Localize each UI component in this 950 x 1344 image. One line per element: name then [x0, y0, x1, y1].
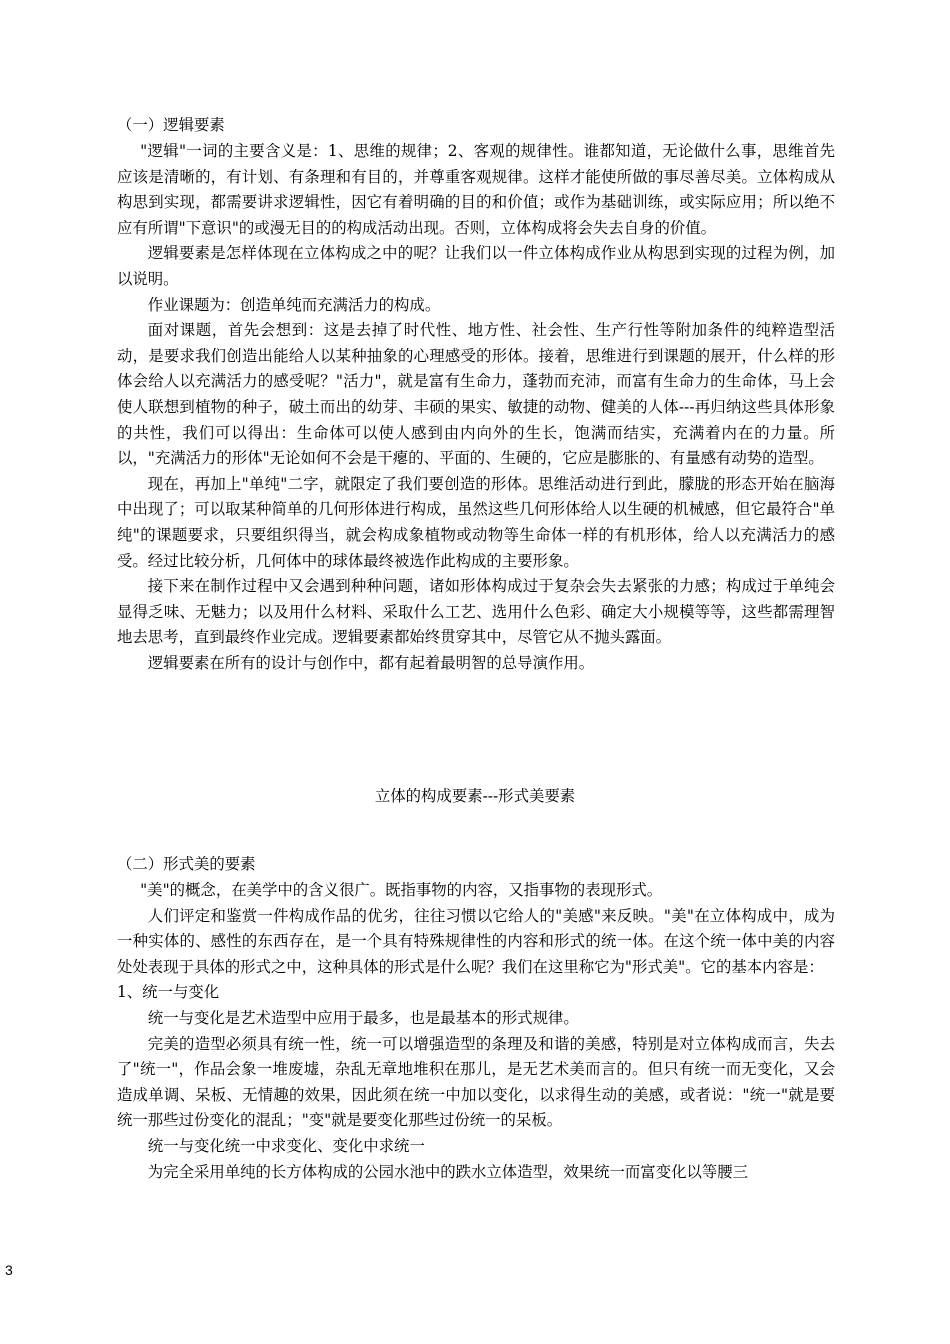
- paragraph: 现在，再加上"单纯"二字，就限定了我们要创造的形体。思维活动进行到此，朦胧的形态开始在脑海中出现了；可以取某种简单的几何形体进行构成，虽然这些几何形体给人以生硬的机械感，但它最符合"单纯"的课题要求，只要组织得当，就会构成象植物或动物等生命体一样的有机形体，给人以充满活力的感受。经过比较分析，几何体中的球体最终被选作此构成的主要形象。: [117, 474, 835, 570]
- paragraph: 完美的造型必须具有统一性，统一可以增强造型的条理及和谐的美感，特别是对立体构成而言，失去了"统一"，作品会象一堆废墟，杂乱无章地堆积在那儿，是无艺术美而言的。但只有统一而无变化，又会造成单调、呆板、无情趣的效果，因此须在统一中加以变化，以求得生动的美感，或者说："统一"就是要统一那些过份变化的混乱；"变"就是要变化那些过份统一的呆板。: [117, 1034, 835, 1130]
- paragraph: 统一与变化是艺术造型中应用于最多，也是最基本的形式规律。: [147, 1008, 579, 1027]
- paragraph: 面对课题，首先会想到：这是去掉了时代性、地方性、社会性、生产行性等附加条件的纯粹造型活动，是要求我们创造出能给人以某种抽象的心理感受的形体。接着，思维进行到课题的展开，什么样的形体会给人以充满活力的感受呢？"活力"，就是富有生命力，蓬勃而充沛，而富有生命力的生命体，马上会使人联想到植物的种子，破土而出的幼芽、丰硕的果实、敏捷的动物、健美的人体---再归纳这些具体形象的共性，我们可以得出：生命体可以使人感到由内向外的生长，饱满而结实，充满着内在的力量。所以，"充满活力的形体"无论如何不会是干瘪的、平面的、生硬的，它应是膨胀的、有量感有动势的造型。: [117, 321, 835, 468]
- section-logic-body: [117, 139, 835, 676]
- paragraph: 为完全采用单纯的长方体构成的公园水池中的跌水立体造型，效果统一而富变化以等腰三: [147, 1162, 749, 1181]
- page-number: 3: [5, 1262, 13, 1278]
- paragraph: 逻辑要素在所有的设计与创作中，都有起着最明智的总导演作用。: [147, 653, 595, 672]
- section-form-beauty-body: [117, 878, 835, 1185]
- paragraph: 人们评定和鉴赏一件构成作品的优劣，往往习惯以它给人的"美感"来反映。"美"在立体构成中，成为一种实体的、感性的东西存在，是一个具有特殊规律性的内容和形式的统一体。在这个统一体中美的内容处处表现于具体的形式之中，这种具体的形式是什么呢？我们在这里称它为"形式美"。它的基本内容是：: [117, 906, 835, 976]
- paragraph: 接下来在制作过程中又会遇到种种问题，诸如形体构成过于复杂会失去紧张的力感；构成过于单纯会显得乏味、无魅力；以及用什么材料、采取什么工艺、选用什么色彩、确定大小规模等等，这些都需理智地去思考，直到最终作业完成。逻辑要素都始终贯穿其中，尽管它从不抛头露面。: [117, 577, 835, 647]
- section-heading-form-beauty: （二）形式美的要素: [117, 855, 256, 873]
- paragraph: "逻辑"一词的主要含义是：1、思维的规律；2、客观的规律性。谁都知道，无论做什么事，思维首先应该是清晰的，有计划、有条理和有目的，并尊重客观规律。这样才能使所做的事尽善尽美。立体构成从构思到实现，都需要讲求逻辑性，因它有着明确的目的和价值；或作为基础训练，或实际应用；所以绝不应有所谓"下意识"的或漫无目的的构成活动出现。否则，立体构成将会失去自身的价值。: [117, 142, 835, 237]
- sub-heading: 1、统一与变化: [117, 983, 220, 1002]
- paragraph: 逻辑要素是怎样体现在立体构成之中的呢？让我们以一件立体构成作业从构思到实现的过程为例，加以说明。: [117, 244, 835, 288]
- center-title: 立体的构成要素---形式美要素: [374, 787, 576, 805]
- paragraph: "美"的概念，在美学中的含义很广。既指事物的内容，又指事物的表现形式。: [140, 881, 663, 899]
- paragraph: 作业课题为：创造单纯而充满活力的构成。: [147, 295, 441, 314]
- section-heading-logic: （一）逻辑要素: [117, 116, 225, 134]
- paragraph: 统一与变化统一中求变化、变化中求统一: [147, 1136, 425, 1155]
